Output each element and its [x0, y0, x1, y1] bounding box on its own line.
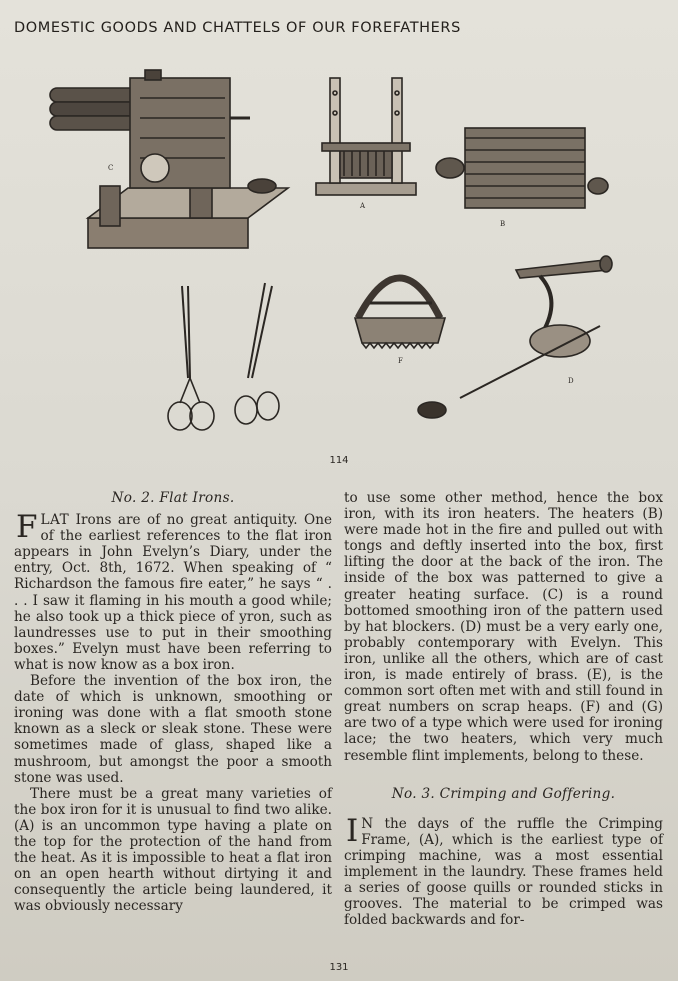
plate-label-b: B [500, 220, 506, 228]
plate-label-d: D [568, 377, 574, 385]
page-number: 131 [329, 962, 349, 973]
plate-drawing [40, 58, 640, 448]
tongs-drawing [168, 283, 279, 430]
paragraph-flat-irons-1: FLAT Irons are of no great antiquity. One of the earliest references to the flat iron appears in John Evelyn’s Diary, under the entry, Oct. 8th, 1672. When speaking of “ Richardson the famous fire eater,” he says “ . . . I saw it flaming in his mouth a good while; he also took up a thick piece of yron, such as laundresses use to put in their smoothing boxes.” Evelyn must have been referring to what is now know as a box iron. [14, 509, 332, 673]
lead-word: LAT [40, 512, 70, 529]
lead-word: N [361, 815, 374, 832]
section-title-flat-irons: No. 2. Flat Irons. [111, 490, 235, 506]
fluted-board-drawing [436, 128, 608, 208]
plate-label-c: C [108, 164, 114, 172]
section-title-crimping: No. 3. Crimping and Goffering. [391, 785, 616, 802]
plate-number: 114 [329, 455, 349, 466]
right-column [344, 490, 663, 928]
crimping-frame-drawing [316, 78, 416, 195]
running-head: DOMESTIC GOODS AND CHATTELS OF OUR FOREFATHERS [14, 20, 461, 36]
paragraph-flat-irons-3: There must be a great many varieties of the box iron for it is unusual to find two alike. (A) is an uncommon type having a plate on the top for the protection of the hand from the heat. As it is impossible to heat a flat iron on an open hearth without dirtying it and consequently the article being laundered, it was obviously necessary [14, 785, 332, 915]
left-column [14, 490, 332, 914]
drop-cap-i: I [346, 812, 359, 849]
paragraph-crimping-1: I N the days of the ruffle the Crimping Frame, (A), which is the earliest type of crimping machine, was a most essential implement in the laundry. These frames held a series of goose quills or rounded sticks in grooves. The material to be crimped was folded backwards and for- [344, 812, 664, 929]
goffering-iron-drawing [418, 256, 612, 418]
drop-cap-f: F [16, 509, 38, 546]
plate-label-f: F [398, 357, 403, 365]
lace-iron-drawing [355, 278, 445, 348]
paragraph-flat-irons-4: to use some other method, hence the box iron, with its iron heaters. The heaters (B) were made hot in the fire and pulled out with tongs and deftly inserted into the box, first lifting the door at the back of the iron. The inside of the box was patterned to give a greater heating surface. (C) is a round bottomed smoothing iron of the pattern used by hat blockers. (D) must be a very early one, probably contemporary with Evelyn. This iron, unlike all the others, which are of cast iron, is made entirely of brass. (E), is the common sort often met with and still found in great numbers on scrap heaps. (F) and (G) are two of a type which were used for ironing lace; the two heaters, which very much resemble flint implements, belong to these. [344, 490, 663, 764]
paragraph-flat-irons-2: Before the invention of the box iron, the date of which is unknown, smoothing or ironing was done with a flat smooth stone known as a sleck or sleak stone. These were sometimes made of glass, shaped like a mushroom, but amongst the poor a smooth stone was used. [14, 673, 332, 786]
crimping-machine-drawing [50, 70, 288, 248]
illustration-plate [40, 58, 640, 448]
plate-label-a: A [360, 202, 366, 210]
